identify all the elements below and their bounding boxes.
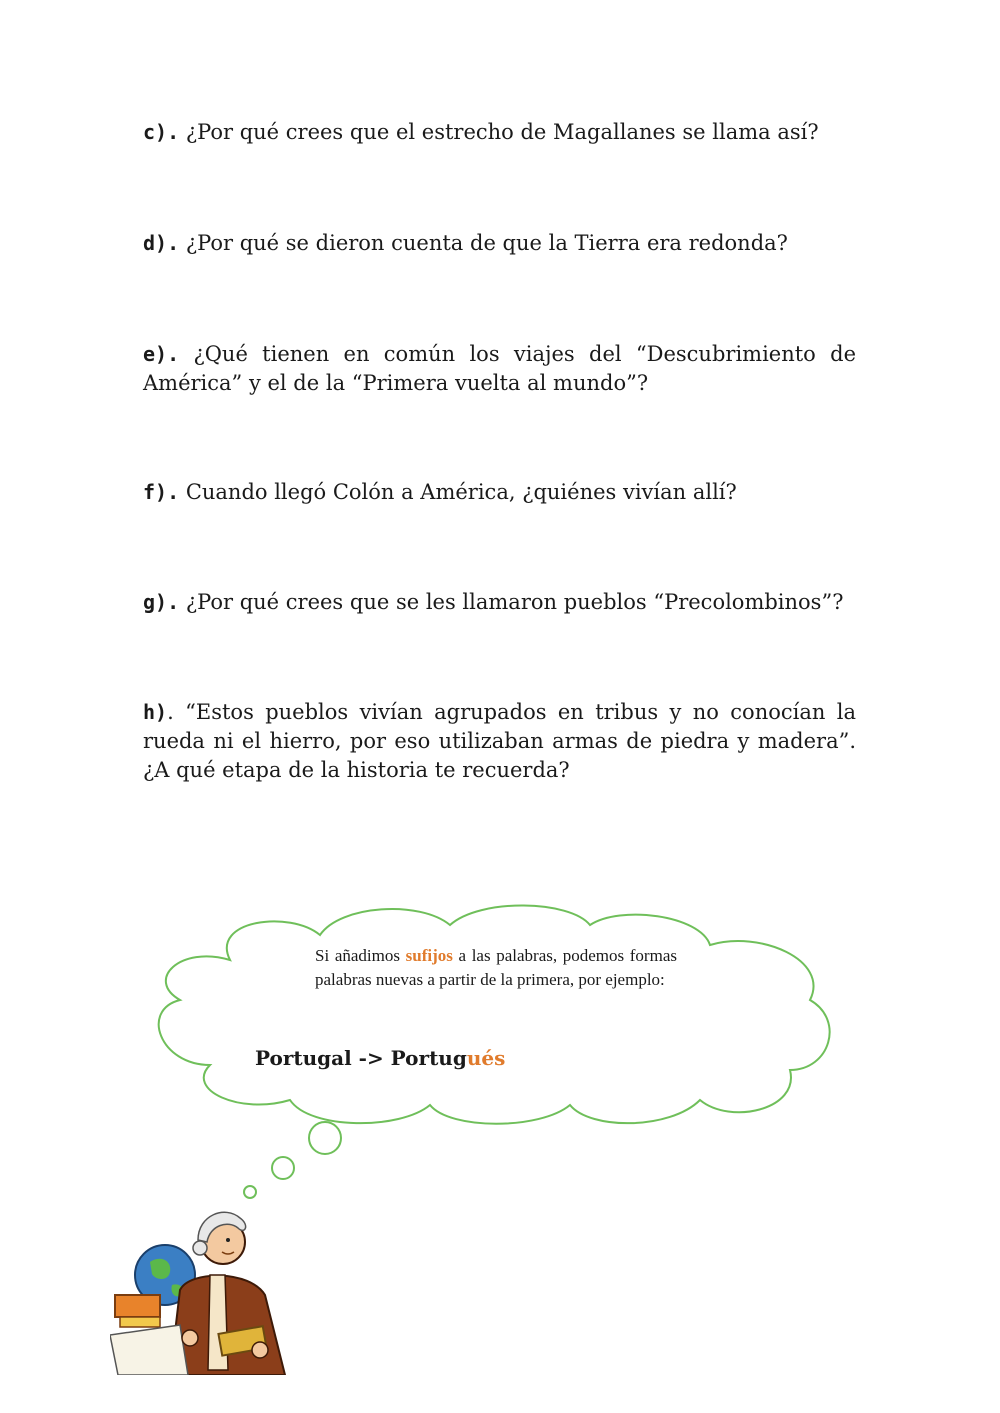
question-e xyxy=(143,340,856,398)
question-text: . “Estos pueblos vivían agrupados en tribus y no conocían la rueda ni el hierro, por eso utilizaban armas de piedra y madera”. ¿A qué etapa de la historia te recuerda? xyxy=(143,700,856,782)
question-label: c). xyxy=(143,120,180,144)
cloud-text xyxy=(315,944,677,992)
question-f xyxy=(143,478,856,507)
question-label: d). xyxy=(143,231,180,255)
question-label: e). xyxy=(143,342,180,366)
question-h xyxy=(143,698,856,785)
cloud-text-pre: Si añadimos xyxy=(315,946,406,965)
explorer-with-globe-icon xyxy=(110,1200,295,1375)
cloud-text-post: a las palabras, podemos formas palabras nuevas a partir de la primera, por ejemplo: xyxy=(315,946,677,989)
question-text: ¿Por qué se dieron cuenta de que la Tierra era redonda? xyxy=(185,231,788,255)
question-label: g). xyxy=(143,590,180,614)
question-d xyxy=(143,229,856,258)
example-suffix: ués xyxy=(466,1046,506,1070)
example-base: Portugal -> Portug xyxy=(255,1046,467,1070)
question-text: ¿Qué tienen en común los viajes del “Descubrimiento de América” y el de la “Primera vuelta al mundo”? xyxy=(143,342,856,395)
cloud-highlight: sufijos xyxy=(405,946,453,965)
question-text: ¿Por qué crees que el estrecho de Magallanes se llama así? xyxy=(185,120,819,144)
question-g xyxy=(143,588,856,617)
bubble-medium xyxy=(272,1157,294,1179)
bubble-small xyxy=(244,1186,256,1198)
question-label: f). xyxy=(143,480,180,504)
question-label: h) xyxy=(143,700,168,724)
question-text: Cuando llegó Colón a América, ¿quiénes vivían allí? xyxy=(185,480,737,504)
thought-cloud xyxy=(140,900,840,1130)
question-text: ¿Por qué crees que se les llamaron pueblos “Precolombinos”? xyxy=(185,590,844,614)
question-c xyxy=(143,118,856,147)
example-word xyxy=(255,1046,505,1070)
thought-bubbles xyxy=(235,1110,355,1210)
bubble-large xyxy=(309,1122,341,1154)
